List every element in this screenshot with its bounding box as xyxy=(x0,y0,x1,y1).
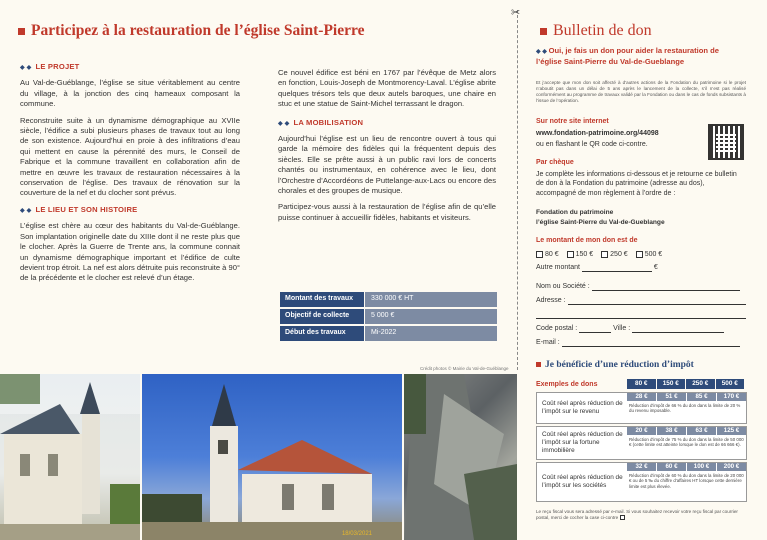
example-amounts xyxy=(627,379,744,389)
scissors-icon: ✂ xyxy=(511,7,521,19)
section-heading-projet: ◆ ◆ LE PROJET xyxy=(20,62,80,71)
stat-row xyxy=(280,309,497,324)
amount-option-80[interactable]: 80 € xyxy=(536,250,559,259)
tax-row-values xyxy=(627,427,746,435)
tax-row-fortune xyxy=(536,426,747,460)
square-bullet-icon xyxy=(540,28,547,35)
form-title: Bulletin de don xyxy=(540,22,652,40)
city-field[interactable] xyxy=(632,326,724,333)
tax-value: 32 € xyxy=(627,463,656,471)
church-photo-center xyxy=(142,374,402,540)
example-amount: 250 € xyxy=(686,379,715,389)
checkbox[interactable] xyxy=(601,251,608,258)
roof-detail-icon xyxy=(404,374,517,540)
address-row xyxy=(536,296,756,305)
photo-credit: Crédit photos © Mairie du Val-de-Guéblange xyxy=(420,366,509,371)
photo-strip xyxy=(0,374,517,540)
tax-value: 60 € xyxy=(657,463,686,471)
checkbox[interactable] xyxy=(636,251,643,258)
tax-row-label: Coût réel après réduction de l’impôt sur les sociétés xyxy=(542,473,623,489)
qr-code-icon[interactable] xyxy=(708,124,744,160)
section-heading-mobilisation: ◆ ◆ LA MOBILISATION xyxy=(278,117,364,127)
amount-option-150[interactable]: 150 € xyxy=(567,250,594,259)
donation-url-link[interactable]: www.fondation-patrimoine.org/44098 xyxy=(536,130,659,137)
cut-line xyxy=(517,10,518,370)
cheque-payee-2: l’église Saint-Pierre du Val-de-Gueblange xyxy=(536,219,665,226)
donation-lead: ◆ ◆ Oui, je fais un don pour aider la restauration de l’église Saint-Pierre du Val-de-Gueblange xyxy=(536,46,720,66)
address-field-2[interactable] xyxy=(536,312,746,319)
stat-label: Début des travaux xyxy=(280,326,364,341)
diamond-bullets-icon: ◆ ◆ xyxy=(20,65,32,71)
postal-field[interactable] xyxy=(579,326,611,333)
checkbox[interactable] xyxy=(536,251,543,258)
tax-value: 125 € xyxy=(717,427,746,435)
tax-row-income xyxy=(536,392,747,424)
amount-options xyxy=(536,250,756,259)
church-exterior-icon xyxy=(0,374,140,540)
other-amount-row xyxy=(536,263,756,272)
cheque-heading: Par chèque xyxy=(536,159,574,166)
qr-instruction: ou en flashant le QR code ci-contre. xyxy=(536,141,648,148)
section-heading-histoire: ◆ ◆ LE LIEU ET SON HISTOIRE xyxy=(20,204,138,214)
page-title-text: Participez à la restauration de l’église Saint-Pierre xyxy=(31,22,365,39)
stat-label: Montant des travaux xyxy=(280,292,364,307)
tax-value: 28 € xyxy=(627,393,656,401)
diamond-bullets-icon: ◆ ◆ xyxy=(20,207,32,214)
left-column xyxy=(20,60,240,290)
city-label: Ville : xyxy=(613,325,631,332)
square-bullet-icon xyxy=(18,28,25,35)
church-steeple-icon xyxy=(142,374,402,540)
tax-row-description: Réduction d’impôt de 75 % du don dans la limite de 50 000 € (cette limite est atteinte lorsque le don est de 66 666 €). xyxy=(629,437,744,448)
address-line-2 xyxy=(536,310,756,319)
amount-option-250[interactable]: 250 € xyxy=(601,250,628,259)
photo-date-stamp: 18/03/2021 xyxy=(341,531,372,537)
tax-value: 170 € xyxy=(717,393,746,401)
address-field[interactable] xyxy=(568,298,746,305)
cheque-instructions: Je complète les informations ci-dessous et je retourne ce bulletin de don à la Fondation du patrimoine (adresse au dos), accompagné de mon règlement à l’ordre de : xyxy=(536,171,737,197)
address-label: Adresse : xyxy=(536,297,566,304)
projet-paragraph-1: Au Val-de-Guéblange, l’église se situe véritablement au centre du village, à la jonction des cinq hameaux composant la commune. xyxy=(20,78,240,109)
stat-value: 330 000 € HT xyxy=(365,292,497,307)
email-label: E-mail : xyxy=(536,339,560,346)
stat-value: Mi-2022 xyxy=(365,326,497,341)
church-roof-photo xyxy=(404,374,517,540)
stat-row xyxy=(280,326,497,341)
tax-row-right xyxy=(627,463,746,501)
tax-value: 63 € xyxy=(687,427,716,435)
mobilisation-paragraph-2: Participez-vous aussi à la restauration de l’église afin de qu’elle puisse continuer à accueillir fidèles, habitants et visiteurs. xyxy=(278,202,496,222)
tax-value: 100 € xyxy=(687,463,716,471)
name-field[interactable] xyxy=(592,284,740,291)
tax-heading: Je bénéficie d’une réduction d’impôt xyxy=(536,360,694,370)
internet-heading: Sur notre site internet xyxy=(536,118,609,125)
postal-receipt-checkbox[interactable] xyxy=(620,515,625,520)
cheque-payee-1: Fondation du patrimoine xyxy=(536,209,614,216)
amount-option-500[interactable]: 500 € xyxy=(636,250,663,259)
stat-row xyxy=(280,292,497,307)
tax-row-right xyxy=(627,427,746,459)
page-title xyxy=(18,22,364,40)
histoire-paragraph: L’église est chère au cœur des habitants du Val-de-Guéblange. Son implantation originelle date du XIIIe dont il ne reste plus que le clocher. Après la Guerre de Trente ans, la commune connait un dynamisme démographique important et l’édifice de culte devient trop étroit. La nef est alors détruite puis reconstruite à 90° de la précédente et le clocher est relevé d’un étage. xyxy=(20,221,241,283)
receipt-note: Le reçu fiscal vous sera adressé par e-mail. Si vous souhaitez recevoir votre reçu fiscal par courrier postal, merci de cocher la case ci-contre xyxy=(536,509,738,520)
amount-heading: Le montant de mon don est de xyxy=(536,237,638,244)
tax-value: 20 € xyxy=(627,427,656,435)
tax-row-right xyxy=(627,393,746,423)
tax-row-values xyxy=(627,393,746,401)
project-stats-table xyxy=(280,292,497,343)
name-label: Nom ou Société : xyxy=(536,283,590,290)
intro-legal-text: Et j’accepte que mon don soit affecté à d’autres actions de la Fondation du patrimoine si le projet n’aboutit pas dans un délai de 5 ans après le lancement de la collecte, s’il n’est pas réalisé conformément au programme de travaux validé par la Fondation ou dans le cas de fonds subsistants à l’issue de l’opération. xyxy=(536,80,746,103)
projet-paragraph-2: Reconstruite suite à un dynamisme démographique au XVIIe siècle, l’édifice a subi plusieurs phases de travaux tout au long de son existence. Aujourd’hui en proie à des infiltrations d’eau qui mettent en cause la pérennité des murs, le Conseil de Fabrique et la commune travaillent en collaboration afin de mettre en œuvre les travaux de restauration nécessaires à la conservation de l’église. Des travaux de rénovation sur la couverture de la nef et du clocher sont prévus. xyxy=(20,115,240,198)
euro-sign: € xyxy=(653,264,658,271)
diamond-bullets-icon: ◆ ◆ xyxy=(536,49,549,55)
diamond-bullets-icon: ◆ ◆ xyxy=(278,120,290,127)
tax-value: 38 € xyxy=(657,427,686,435)
middle-paragraph-1: Ce nouvel édifice est béni en 1767 par l’évêque de Metz alors en fonction, Louis-Joseph de Montmorency-Laval. L’église abrite quelques trésors tels que deux autels baroques, une chaire en stuc et une statue de Saint-Michel terrassant le dragon. xyxy=(278,68,496,109)
tax-row-values xyxy=(627,463,746,471)
tax-value: 200 € xyxy=(717,463,746,471)
mobilisation-paragraph-1: Aujourd’hui l’église est un lieu de rencontre ouvert à tous qui garde la mémoire des fidèles qui la fréquentent depuis des siècles. Elle se prête aussi à un public ravi lors de concerts chantés ou instrumentaux, en cohérence avec le lieu, dont l’Orchestre d’Accordéons de Puttelange-aux-Lacs ou encore des chorales et des groupes de musique. xyxy=(278,134,496,196)
email-field[interactable] xyxy=(562,340,740,347)
church-name: l’église Saint-Pierre du Val-de-Gueblange xyxy=(536,57,685,66)
tax-row-companies xyxy=(536,462,747,502)
tax-row-description: Réduction d’impôt de 66 % du don dans la limite de 20 % du revenu imposable. xyxy=(629,403,741,414)
middle-column xyxy=(278,68,496,229)
checkbox[interactable] xyxy=(567,251,574,258)
tax-row-description: Réduction d’impôt de 60 % du don dans la limite de 20 000 € ou de 5 ‰ du chiffre d’affaires HT lorsque cette dernière limite est plus élevée. xyxy=(629,473,744,489)
stat-label: Objectif de collecte xyxy=(280,309,364,324)
example-amount: 80 € xyxy=(627,379,656,389)
name-row xyxy=(536,282,756,291)
square-bullet-icon xyxy=(536,362,541,367)
church-photo-left xyxy=(0,374,140,540)
tax-value: 85 € xyxy=(687,393,716,401)
tax-value: 51 € xyxy=(657,393,686,401)
example-amount: 500 € xyxy=(716,379,745,389)
examples-label: Exemples de dons xyxy=(536,381,598,388)
postal-label: Code postal : xyxy=(536,325,578,332)
email-row xyxy=(536,338,756,347)
tax-row-label: Coût réel après réduction de l’impôt sur la fortune immobilière xyxy=(542,430,623,455)
other-amount-label: Autre montant xyxy=(536,264,580,271)
other-amount-field[interactable] xyxy=(582,265,652,272)
postal-city-row xyxy=(536,324,756,333)
example-amount: 150 € xyxy=(657,379,686,389)
tax-row-label: Coût réel après réduction de l’impôt sur le revenu xyxy=(542,399,623,415)
stat-value: 5 000 € xyxy=(365,309,497,324)
